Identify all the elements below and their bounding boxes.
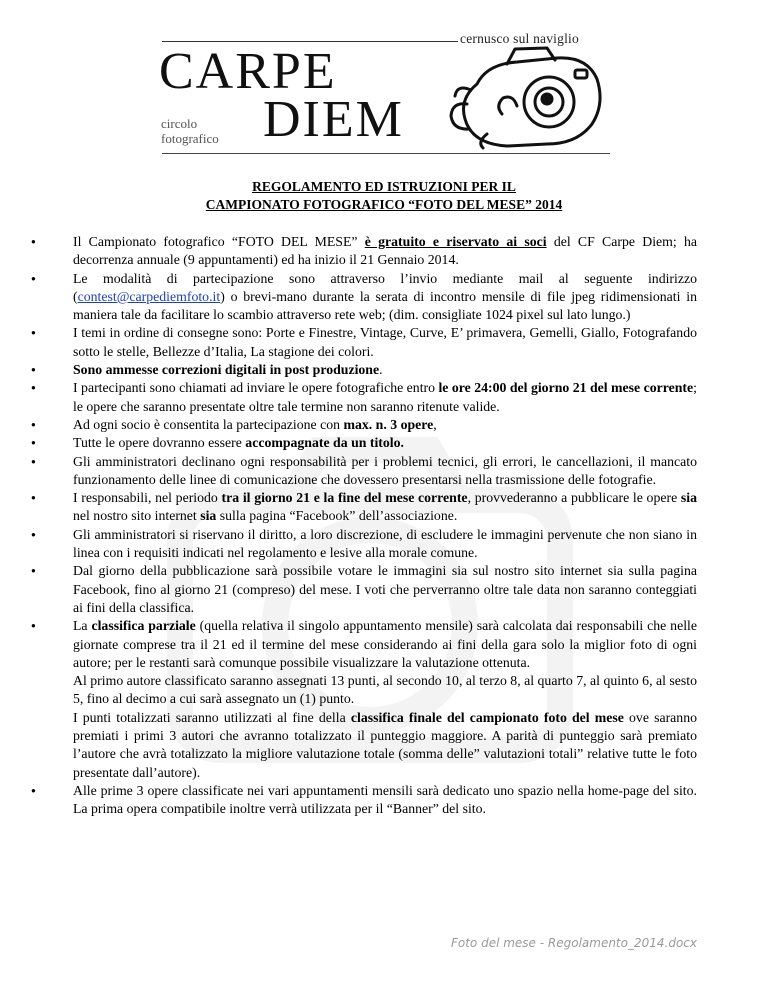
footer-filename: Foto del mese - Regolamento_2014.docx — [450, 936, 697, 950]
rule-item: ● La classifica parziale (quella relativa il singolo appuntamento mensile) sarà calcolata dai responsabili che nelle giornate comprese tra il 21 ed il termine del mese considerando ai fini della gara solo la miglior foto di ogni autore; per le restanti sarà comunque possibile visualizzare la valutazione ottenuta. Al primo autore classificato saranno assegnati 13 punti, al secondo 10, al terzo 8, al quarto 7, al quinto 6, al sesto 5, fino al decimo a cui sarà assegnato un (1) punto. I punti totalizzati saranno utilizzati al fine della classifica finale del campionato foto del mese ove saranno premiati i primi 3 autori che avranno totalizzato il punteggio maggiore. A parità di punteggio sarà premiato l’autore che avrà totalizzato la migliore valutazione totale (somma delle” valutazioni totali” relative tutte le foto presentate dall’autore). — [73, 617, 697, 782]
rule-item: ● Tutte le opere dovranno essere accompagnate da un titolo. — [73, 434, 697, 452]
title-line-1: REGOLAMENTO ED ISTRUZIONI PER IL — [252, 179, 516, 194]
logo-location: cernusco sul naviglio — [460, 31, 579, 46]
logo-top-rule — [162, 41, 458, 42]
rule-item: ● Ad ogni socio è consentita la partecipazione con max. n. 3 opere, — [73, 416, 697, 434]
rule-item: ● Sono ammesse correzioni digitali in post produzione. — [73, 361, 697, 379]
contest-email-link[interactable]: contest@carpediemfoto.it — [77, 288, 221, 304]
rule-item: ● I temi in ordine di consegne sono: Porte e Finestre, Vintage, Curve, E’ primavera, Gemelli, Giallo, Fotografando sotto le stelle, Bellezze d’Italia, La stagione dei colori. — [73, 324, 697, 361]
rules-list — [73, 233, 697, 819]
rule-item: ● Dal giorno della pubblicazione sarà possibile votare le immagini sia sul nostro sito internet sia sulla pagina Facebook, fino al giorno 21 (compreso) del mese. I voti che perverranno oltre tale data non saranno conteggiati ai fini della classifica. — [73, 562, 697, 617]
logo-circolo-fotografico: circolo fotografico — [161, 116, 219, 146]
title-line-2: CAMPIONATO FOTOGRAFICO “FOTO DEL MESE” 2014 — [205, 197, 563, 212]
logo-carpe: CARPE — [159, 43, 337, 100]
rule-item: ● Il Campionato fotografico “FOTO DEL MESE” è gratuito e riservato ai soci del CF Carpe Diem; ha decorrenza annuale (9 appuntamenti) ed ha inizio il 21 Gennaio 2014. — [73, 233, 697, 270]
rule-item: ● Gli amministratori declinano ogni responsabilità per i problemi tecnici, gli errori, le cancellazioni, il mancato funzionamento delle linee di comunicazione che dovessero presentarsi nella trasmissione delle fotografie. — [73, 453, 697, 490]
hand-camera-icon — [447, 44, 612, 152]
rule-item: ● I partecipanti sono chiamati ad inviare le opere fotografiche entro le ore 24:00 del giorno 21 del mese corrente; le opere che saranno presentate oltre tale termine non saranno ritenute valide. — [73, 379, 697, 416]
document-title — [0, 178, 768, 214]
rule-item: ● Le modalità di partecipazione sono attraverso l’invio mediante mail al seguente indirizzo (contest@carpediemfoto.it) o brevi-mano durante la serata di incontro mensile di file jpeg ridimensionati in maniera tale da facilitare lo scambio attraverso rete web; (dim. consigliate 1024 pixel sul lato lungo.) — [73, 270, 697, 325]
logo-bottom-rule — [162, 153, 610, 154]
rule-item: ● Gli amministratori si riservano il diritto, a loro discrezione, di escludere le immagini pervenute che non siano in linea con i requisiti indicati nel regolamento e lesive alla morale comune. — [73, 526, 697, 563]
rule-item: ● Alle prime 3 opere classificate nei vari appuntamenti mensili sarà dedicato uno spazio nella home-page del sito. La prima opera compatibile inoltre verrà utilizzata per il “Banner” del sito. — [73, 782, 697, 819]
rule-item: ● I responsabili, nel periodo tra il giorno 21 e la fine del mese corrente, provvederanno a pubblicare le opere sia nel nostro sito internet sia sulla pagina “Facebook” dell’associazione. — [73, 489, 697, 526]
carpe-diem-logo — [157, 30, 615, 162]
logo-diem: DIEM — [263, 91, 404, 148]
